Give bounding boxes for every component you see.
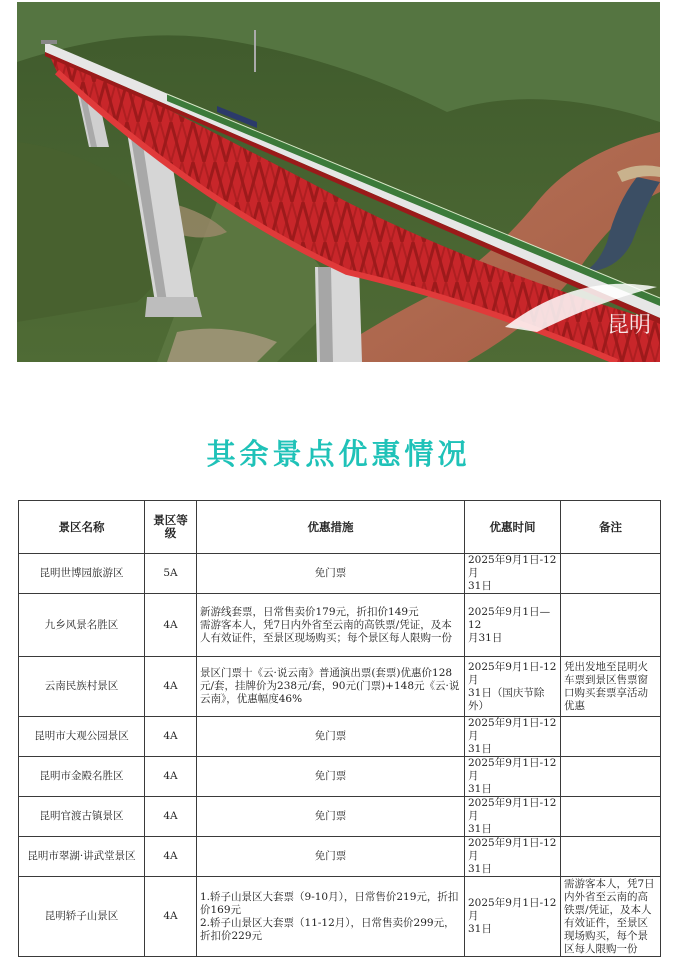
scenic-level: 4A bbox=[145, 717, 197, 757]
discount-time: 2025年9月1日-12月 31日 bbox=[465, 797, 561, 837]
table-row bbox=[19, 757, 661, 797]
remark bbox=[561, 717, 661, 757]
discount-measure: 免门票 bbox=[197, 757, 465, 797]
discount-measure: 免门票 bbox=[197, 797, 465, 837]
table-row bbox=[19, 554, 661, 594]
table-row bbox=[19, 717, 661, 757]
remark: 凭出发地至昆明火车票到景区售票窗口购买套票享活动优惠 bbox=[561, 657, 661, 717]
discount-table bbox=[18, 500, 661, 957]
remark bbox=[561, 837, 661, 877]
discount-time: 2025年9月1日—12 月31日 bbox=[465, 594, 561, 657]
table-header-row bbox=[19, 501, 661, 554]
table-row bbox=[19, 797, 661, 837]
discount-time: 2025年9月1日-12月 31日 bbox=[465, 757, 561, 797]
scenic-level: 4A bbox=[145, 757, 197, 797]
header-note: 备注 bbox=[561, 501, 661, 554]
discount-measure: 新游线套票，日常售卖价179元，折扣价149元 需游客本人，凭7日内外省至云南的高铁票/凭证，及本人有效证件，至景区现场购买；每个景区每人限购一份 bbox=[197, 594, 465, 657]
scenic-name: 昆明市大观公园景区 bbox=[19, 717, 145, 757]
table-row bbox=[19, 877, 661, 957]
remark bbox=[561, 797, 661, 837]
section-title: 其余景点优惠情况 bbox=[206, 437, 471, 471]
remark bbox=[561, 757, 661, 797]
discount-measure: 免门票 bbox=[197, 554, 465, 594]
watermark-text: 昆明 bbox=[607, 313, 652, 338]
scenic-level: 4A bbox=[145, 594, 197, 657]
scenic-level: 4A bbox=[145, 877, 197, 957]
scenic-name: 昆明轿子山景区 bbox=[19, 877, 145, 957]
table-row bbox=[19, 657, 661, 717]
scenic-name: 云南民族村景区 bbox=[19, 657, 145, 717]
discount-time: 2025年9月1日-12月 31日（国庆节除 外） bbox=[465, 657, 561, 717]
discount-measure: 1.轿子山景区大套票（9-10月），日常售价219元，折扣价169元 2.轿子山景区大套票（11-12月），日常售卖价299元，折扣价229元 bbox=[197, 877, 465, 957]
discount-measure: 景区门票十《云·说云南》普通演出票(套票)优惠价128元/套，挂牌价为238元/套，90元(门票)+148元《云·说云南》，优惠幅度46% bbox=[197, 657, 465, 717]
scenic-level: 4A bbox=[145, 837, 197, 877]
scenic-level: 4A bbox=[145, 657, 197, 717]
table-row bbox=[19, 594, 661, 657]
remark bbox=[561, 554, 661, 594]
scenic-level: 4A bbox=[145, 797, 197, 837]
discount-time: 2025年9月1日-12月 31日 bbox=[465, 554, 561, 594]
header-time: 优惠时间 bbox=[465, 501, 561, 554]
remark bbox=[561, 594, 661, 657]
bridge-photo bbox=[17, 2, 660, 362]
discount-measure: 免门票 bbox=[197, 717, 465, 757]
header-measure: 优惠措施 bbox=[197, 501, 465, 554]
discount-time: 2025年9月1日-12月 31日 bbox=[465, 837, 561, 877]
discount-measure: 免门票 bbox=[197, 837, 465, 877]
scenic-name: 昆明世博园旅游区 bbox=[19, 554, 145, 594]
scenic-name: 昆明市翠湖·讲武堂景区 bbox=[19, 837, 145, 877]
remark: 需游客本人，凭7日内外省至云南的高铁票/凭证，及本人有效证件，至景区现场购买，每个景区每人限购一份 bbox=[561, 877, 661, 957]
scenic-name: 昆明市金殿名胜区 bbox=[19, 757, 145, 797]
header-level: 景区等级 bbox=[145, 501, 197, 554]
scenic-name: 九乡风景名胜区 bbox=[19, 594, 145, 657]
header-name: 景区名称 bbox=[19, 501, 145, 554]
scenic-level: 5A bbox=[145, 554, 197, 594]
table-row bbox=[19, 837, 661, 877]
discount-time: 2025年9月1日-12月 31日 bbox=[465, 717, 561, 757]
discount-time: 2025年9月1日-12月 31日 bbox=[465, 877, 561, 957]
scenic-name: 昆明官渡古镇景区 bbox=[19, 797, 145, 837]
